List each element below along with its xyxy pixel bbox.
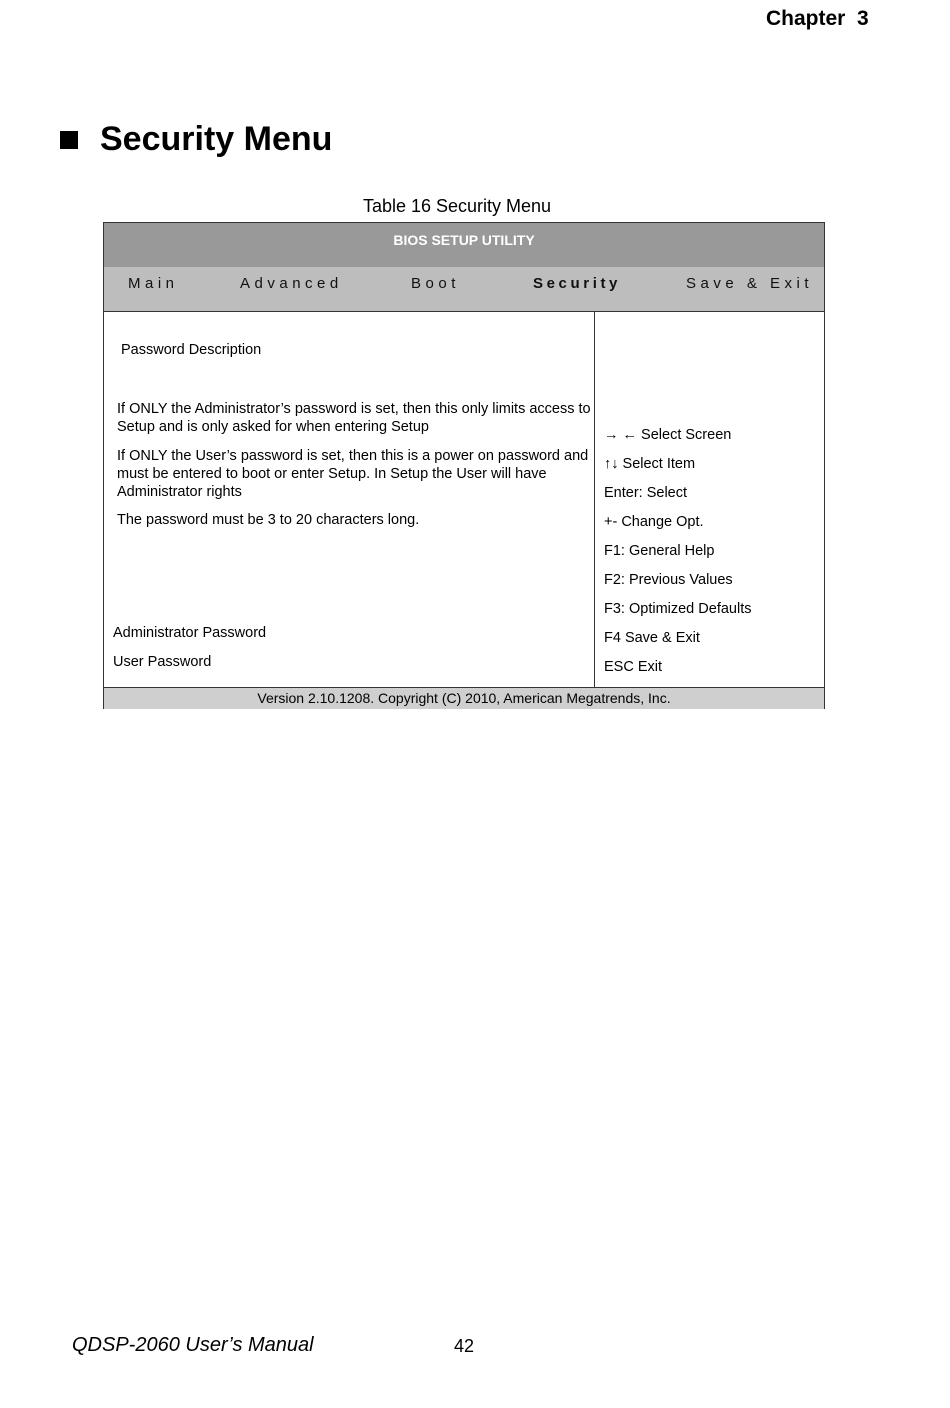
bios-menu-tabs xyxy=(104,267,824,312)
tab-boot[interactable]: Boot xyxy=(411,275,460,292)
square-bullet-icon xyxy=(60,131,78,149)
user-password-note: If ONLY the User’s password is set, then this is a power on password and must be entered to boot or enter Setup. In Setup the User will have Administrator rights xyxy=(117,448,589,500)
user-password-item[interactable]: User Password xyxy=(113,654,212,670)
password-description-heading: Password Description xyxy=(121,342,262,358)
bios-version-bar: Version 2.10.1208. Copyright (C) 2010, American Megatrends, Inc. xyxy=(104,687,824,709)
section-heading xyxy=(60,120,332,159)
help-optimized-defaults: F3: Optimized Defaults xyxy=(604,601,752,617)
help-save-exit: F4 Save & Exit xyxy=(604,630,700,646)
key-help-list xyxy=(604,426,751,687)
help-select-item: ↑↓ Select Item xyxy=(604,456,696,472)
admin-password-note: If ONLY the Administrator’s password is set, then this only limits access to Setup and is only asked for when entering Setup xyxy=(117,401,591,435)
help-previous-values: F2: Previous Values xyxy=(604,572,733,588)
tab-save-exit[interactable]: Save & Exit xyxy=(686,275,814,292)
page-number: 42 xyxy=(454,1336,475,1356)
help-enter-select: Enter: Select xyxy=(604,485,688,501)
help-esc-exit: ESC Exit xyxy=(604,659,663,675)
bios-title-bar: BIOS SETUP UTILITY xyxy=(104,223,824,268)
table-caption: Table 16 Security Menu xyxy=(362,196,552,216)
tab-main[interactable]: Main xyxy=(128,275,179,292)
manual-title: QDSP-2060 User’s Manual xyxy=(72,1334,314,1356)
help-select-screen: → ← Select Screen xyxy=(604,427,732,443)
chapter-label: Chapter 3 xyxy=(766,7,869,30)
tab-security[interactable]: Security xyxy=(533,275,621,292)
section-title: Security Menu xyxy=(100,120,333,158)
help-change-opt: +- Change Opt. xyxy=(604,514,704,530)
bios-setup-screen xyxy=(103,222,825,709)
help-general-help: F1: General Help xyxy=(604,543,715,559)
password-length-note: The password must be 3 to 20 characters long. xyxy=(117,512,420,528)
settings-pane xyxy=(104,312,595,687)
help-pane xyxy=(595,312,824,687)
tab-advanced[interactable]: Advanced xyxy=(240,275,343,292)
administrator-password-item[interactable]: Administrator Password xyxy=(113,625,267,641)
